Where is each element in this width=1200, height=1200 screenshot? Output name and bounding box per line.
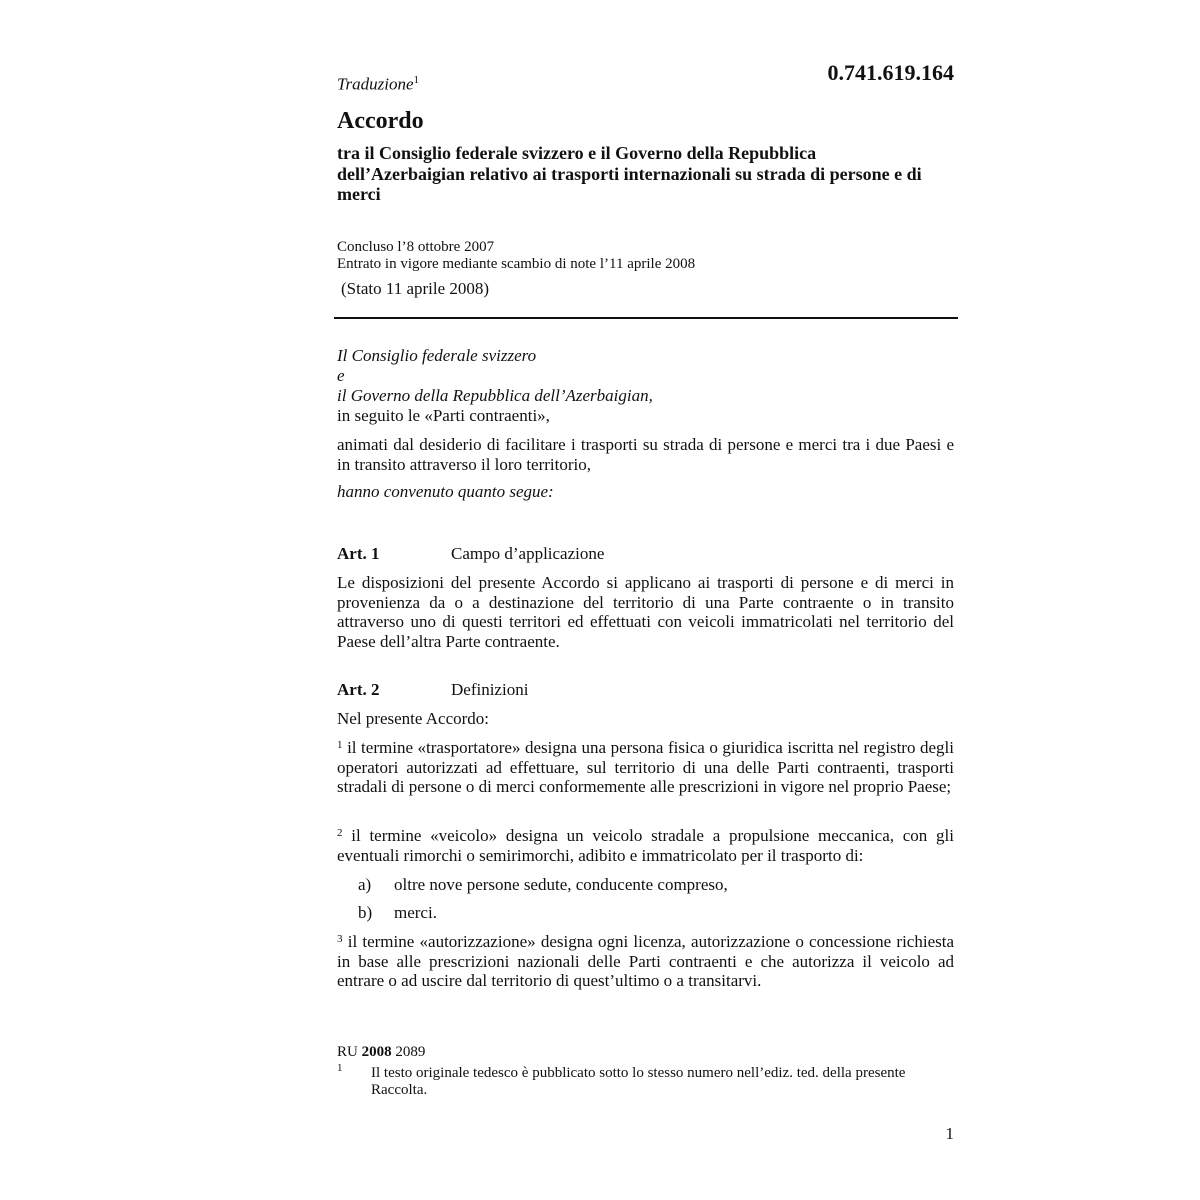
concluded-date: Concluso l’8 ottobre 2007	[337, 239, 495, 255]
page-number: 1	[945, 1124, 954, 1143]
article-1-heading	[337, 544, 604, 564]
list-letter: b)	[358, 903, 373, 922]
footnote-text: Il testo originale tedesco è pubblicato sotto lo stesso numero nell’ediz. ted. della presente Raccolta.	[371, 1065, 906, 1098]
header-divider	[334, 317, 958, 319]
article-2-paragraph-2	[337, 826, 954, 865]
article-1-text: Le disposizioni del presente Accordo si applicano ai trasporti di persone e di merci in provenienza da o a destinazione del territorio di una Parte contraente o in transito attraverso uno di questi territori ed effettuati con veicoli immatricolati nel territorio del Paese dell’altra Parte contraente.	[337, 573, 954, 651]
paragraph-number: 1	[337, 739, 343, 751]
official-compilation-reference	[337, 1044, 425, 1061]
article-1-number: Art. 1	[337, 544, 380, 563]
paragraph-number: 3	[337, 933, 343, 945]
sr-number: 0.741.619.164	[827, 60, 954, 85]
ru-page: 2089	[395, 1044, 426, 1060]
preamble-party-1: Il Consiglio federale svizzero	[337, 346, 537, 365]
paragraph-number: 2	[337, 827, 343, 839]
preamble-conjunction: e	[337, 366, 345, 385]
list-text: oltre nove persone sedute, conducente compreso,	[394, 875, 728, 894]
document-title: Accordo	[337, 108, 424, 134]
preamble-party-2: il Governo della Repubblica dell’Azerbaigian,	[337, 386, 653, 405]
document-subtitle: tra il Consiglio federale svizzero e il Governo della Repubblica dell’Azerbaigian relativo ai trasporti internazionali su strada di persone e di merci	[337, 143, 922, 204]
preamble-hereinafter: in seguito le «Parti contraenti»,	[337, 406, 550, 425]
preamble-agreed: hanno convenuto quanto segue:	[337, 482, 554, 501]
article-2-title: Definizioni	[451, 680, 529, 699]
ru-year: 2008	[361, 1044, 392, 1060]
article-2-heading	[337, 680, 528, 700]
article-2-paragraph-3	[337, 932, 954, 991]
entry-into-force-date: Entrato in vigore mediante scambio di note l’11 aprile 2008	[337, 256, 696, 272]
translation-label	[337, 74, 419, 95]
paragraph-text: il termine «trasportatore» designa una persona fisica o giuridica iscritta nel registro degli operatori autorizzati ad effettuare, sul territorio di una delle Parti contraenti, trasporti stradali di persone o di merci conformemente alle prescrizioni in vigore nel proprio Paese;	[337, 738, 954, 796]
paragraph-text: il termine «autorizzazione» designa ogni licenza, autorizzazione o concessione richiesta in base alle prescrizioni nazionali delle Parti contraenti e che autorizza il veicolo ad entrare o ad uscire dal territorio di quest’ultimo o a transitarvi.	[337, 932, 954, 990]
footnote-reference: 1	[413, 74, 420, 86]
ru-prefix: RU	[337, 1044, 358, 1060]
list-letter: a)	[358, 875, 372, 894]
paragraph-text: il termine «veicolo» designa un veicolo stradale a propulsione meccanica, con gli eventuali rimorchi o semirimorchi, adibito e immatricolato per il trasporto di:	[337, 826, 954, 865]
article-2-intro: Nel presente Accordo:	[337, 709, 489, 728]
footnote-number: 1	[337, 1062, 343, 1074]
status-date: (Stato 11 aprile 2008)	[341, 279, 490, 298]
article-1-title: Campo d’applicazione	[451, 544, 605, 563]
article-2-paragraph-1	[337, 738, 954, 797]
translation-label-text: Traduzione	[337, 74, 414, 94]
list-text: merci.	[394, 903, 437, 922]
preamble-desire: animati dal desiderio di facilitare i trasporti su strada di persone e merci tra i due Paesi e in transito attraverso il loro territorio,	[337, 435, 954, 474]
article-2-number: Art. 2	[337, 680, 380, 699]
